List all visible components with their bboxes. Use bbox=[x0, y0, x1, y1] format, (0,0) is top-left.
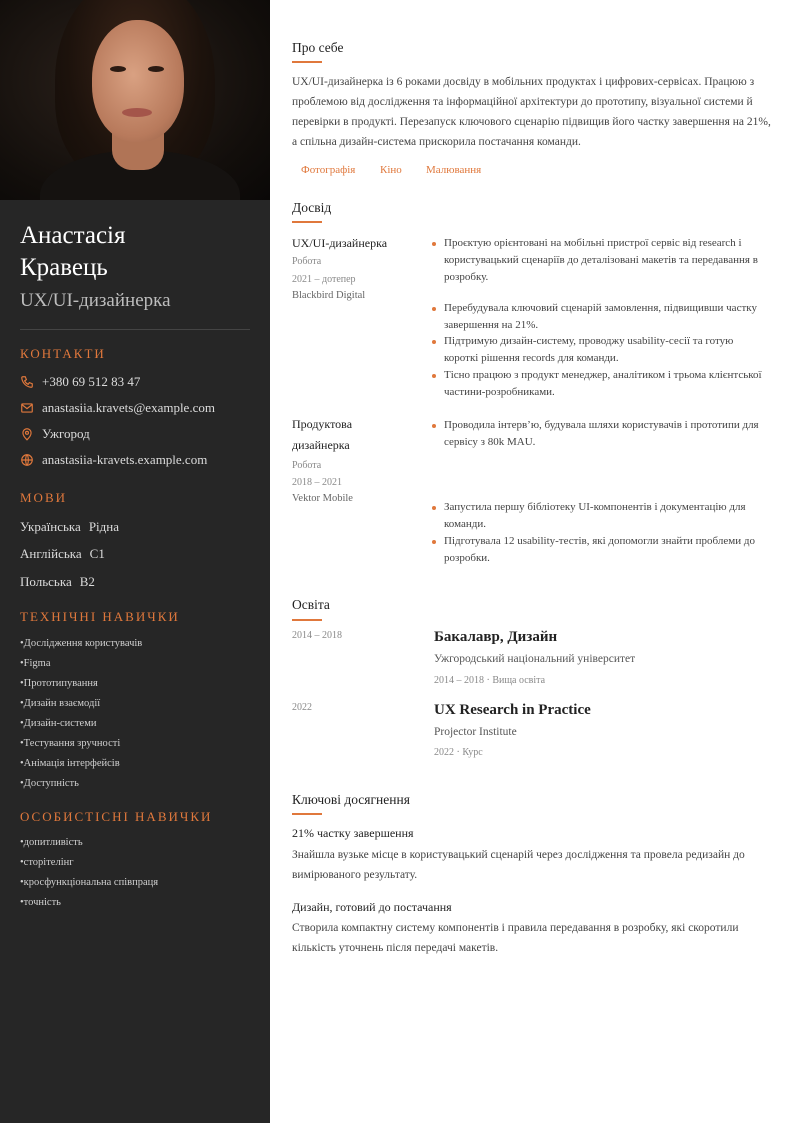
soft-skill-item: •допитливість bbox=[20, 837, 83, 848]
contact-email[interactable] bbox=[20, 398, 215, 418]
photo-face bbox=[92, 20, 184, 142]
job-bullet-text: Підтримую дизайн-систему, проводжу usability-сесії та готую короткі рішення records для команди. bbox=[444, 335, 734, 364]
tech-skill-item: •Доступність bbox=[20, 778, 79, 789]
about-text: UX/UI-дизайнерка із 6 роками досвіду в мобільних продуктах і цифрових-сервісах. Працюю з проблемою від дослідження та інформаційної архітектури до прототипу, візуальної системи й перевірки в продукті. Перезапуск ключового сценарію підвищив його частку завершення на 21%, а спільна дизайн-система прискорила постачання команди. bbox=[292, 76, 771, 148]
job-bullet bbox=[432, 533, 770, 567]
contact-website-text: anastasiia-kravets.example.com bbox=[42, 452, 208, 467]
profile-role: UX/UI-дизайнерка bbox=[20, 290, 171, 311]
job-company: Blackbird Digital bbox=[292, 290, 366, 301]
language-item bbox=[20, 519, 119, 535]
education-title: Освіта bbox=[292, 597, 330, 612]
job-bullet bbox=[432, 499, 770, 533]
job-company: Vektor Mobile bbox=[292, 493, 353, 504]
education-degree: Бакалавр, Дизайн bbox=[434, 629, 558, 645]
language-level: Рідна bbox=[88, 519, 119, 534]
job-bullet bbox=[432, 417, 770, 451]
job-type: Робота bbox=[292, 460, 322, 471]
education-degree: UX Research in Practice bbox=[434, 702, 591, 718]
job-bullet-text: Перебудувала ключовий сценарій замовлення, підвищивши частку завершення на 21%. bbox=[444, 302, 757, 331]
language-level: C1 bbox=[89, 546, 105, 561]
tech-skill-item: •Тестування зручності bbox=[20, 738, 121, 749]
languages-heading: МОВИ bbox=[20, 490, 68, 505]
achievements-title-underline bbox=[292, 813, 322, 815]
language-name: Польська bbox=[20, 574, 72, 589]
bullet-dot bbox=[432, 307, 436, 311]
language-name: Українська bbox=[20, 519, 81, 534]
language-level: B2 bbox=[79, 574, 95, 589]
job-bullet-text: Проводила інтерв’ю, будувала шляхи користувачів і прототипи для сервісу з 80k MAU. bbox=[444, 419, 759, 448]
bullet-dot bbox=[432, 424, 436, 428]
soft-skill-item: •сторітелінг bbox=[20, 857, 74, 868]
job-bullet bbox=[432, 333, 770, 367]
contact-email-text: anastasiia.kravets@example.com bbox=[42, 400, 215, 415]
soft-skills-heading: ОСОБИСТІСНІ НАВИЧКИ bbox=[20, 809, 213, 824]
education-period: 2022 bbox=[292, 702, 312, 713]
contact-phone-text: +380 69 512 83 47 bbox=[42, 374, 141, 389]
language-item bbox=[20, 546, 105, 562]
bullet-dot bbox=[432, 374, 436, 378]
sidebar bbox=[0, 0, 270, 1123]
contact-location-text: Ужгород bbox=[42, 426, 90, 441]
education-meta: 2022 · Курс bbox=[434, 747, 483, 758]
about-title-underline bbox=[292, 61, 322, 63]
tech-skills-heading: ТЕХНІЧНІ НАВИЧКИ bbox=[20, 609, 180, 624]
bullet-dot bbox=[432, 506, 436, 510]
job-bullet-text: Підготувала 12 usability-тестів, які допомогли знайти проблеми до розробки. bbox=[444, 535, 755, 564]
contact-website[interactable] bbox=[20, 450, 207, 470]
sidebar-divider bbox=[20, 329, 250, 330]
job-bullet-text: Тісно працюю з продукт менеджер, аналітиком і трьома клієнтської частини-розробниками. bbox=[444, 369, 762, 398]
profile-photo bbox=[0, 0, 270, 200]
education-title-underline bbox=[292, 619, 322, 621]
achievement-title: Дизайн, готовий до постачання bbox=[292, 900, 452, 914]
photo-eye-right bbox=[148, 66, 164, 72]
interest-tag: Малювання bbox=[426, 164, 482, 176]
job-title: Продуктова дизайнерка bbox=[292, 417, 353, 452]
mail-icon bbox=[20, 401, 34, 415]
job-bullet-text: Проєктую орієнтовані на мобільні пристрої сервіс від research і користувацький сценаріїв до деталізовані макетів та передавання в розробку. bbox=[444, 237, 758, 283]
job-type: Робота bbox=[292, 256, 322, 267]
job-bullet bbox=[432, 300, 770, 334]
tech-skill-item: •Дизайн-системи bbox=[20, 718, 97, 729]
photo-lips bbox=[122, 108, 152, 117]
bullet-dot bbox=[432, 340, 436, 344]
tech-skill-item: •Дизайн взаємодії bbox=[20, 698, 101, 709]
achievement-title: 21% частку завершення bbox=[292, 826, 414, 840]
language-name: Англійська bbox=[20, 546, 82, 561]
tech-skill-item: •Прототипування bbox=[20, 678, 98, 689]
globe-icon bbox=[20, 453, 34, 467]
location-pin-icon bbox=[20, 427, 34, 441]
interest-tag: Кіно bbox=[380, 164, 402, 176]
profile-name bbox=[20, 220, 126, 284]
main-content bbox=[270, 0, 794, 1123]
contact-phone[interactable] bbox=[20, 372, 140, 392]
tech-skill-item: •Figma bbox=[20, 658, 51, 669]
contacts-heading: КОНТАКТИ bbox=[20, 346, 106, 361]
job-period: 2021 – дотепер bbox=[292, 274, 356, 285]
interest-tag: Фотографія bbox=[301, 164, 356, 176]
bullet-dot bbox=[432, 242, 436, 246]
education-period: 2014 – 2018 bbox=[292, 630, 342, 641]
job-title: UX/UI-дизайнерка bbox=[292, 236, 388, 250]
language-item bbox=[20, 574, 95, 590]
soft-skill-item: •точність bbox=[20, 897, 61, 908]
job-bullet-text: Запустила першу бібліотеку UI-компонентів і документацію для команди. bbox=[444, 501, 746, 530]
achievement-desc: Знайшла вузьке місце в користувацький сценарій через дослідження та провела редизайн до вимірюваного результату. bbox=[292, 849, 745, 881]
achievements-title: Ключові досягнення bbox=[292, 792, 410, 807]
phone-icon bbox=[20, 375, 34, 389]
contact-location bbox=[20, 424, 90, 444]
tech-skill-item: •Дослідження користувачів bbox=[20, 638, 143, 649]
soft-skill-item: •кросфункціональна співпраця bbox=[20, 877, 159, 888]
education-school: Projector Institute bbox=[434, 726, 517, 738]
achievement-desc: Створила компактну систему компонентів і правила передавання в розробку, які скоротили кількість уточнень після передачі макетів. bbox=[292, 922, 739, 954]
education-school: Ужгородський національний університет bbox=[434, 653, 636, 665]
job-period: 2018 – 2021 bbox=[292, 477, 342, 488]
education-meta: 2014 – 2018 · Вища освіта bbox=[434, 675, 546, 686]
photo-eye-left bbox=[110, 66, 126, 72]
job-bullet bbox=[432, 235, 770, 286]
profile-name-line1: Анастасія bbox=[20, 222, 126, 249]
about-title: Про себе bbox=[292, 40, 344, 55]
job-bullet bbox=[432, 367, 770, 401]
experience-title-underline bbox=[292, 221, 322, 223]
bullet-dot bbox=[432, 540, 436, 544]
tech-skill-item: •Анімація інтерфейсів bbox=[20, 758, 120, 769]
profile-name-line2: Кравець bbox=[20, 254, 108, 281]
experience-title: Досвід bbox=[292, 200, 332, 215]
